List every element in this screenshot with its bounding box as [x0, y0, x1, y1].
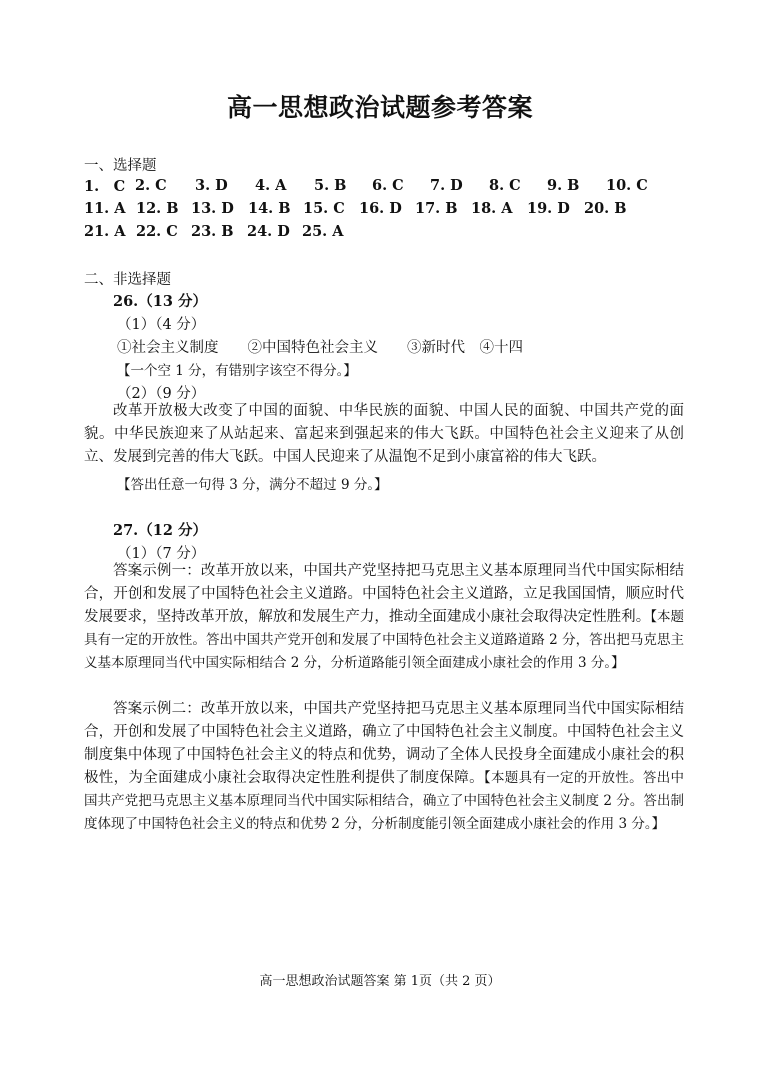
q26-part2-answer: 改革开放极大改变了中国的面貌、中华民族的面貌、中国人民的面貌、中国共产党的面貌。中华民族迎来了从站起来、富起来到强起来的伟大飞跃。中国特色社会主义迎来了从创立、发展到完善的伟大飞跃。中国人民迎来了从温饱不足到小康富裕的伟大飞跃。 [84, 403, 684, 465]
choice-answer: 2. C [135, 177, 167, 194]
choice-answer: 4. A [255, 177, 287, 194]
section-heading-choice: 一、选择题 [84, 158, 157, 174]
q26-part2-label: （2）（9 分） [117, 386, 206, 402]
choice-answer: 18. A [471, 200, 513, 217]
choice-answer: 3. D [195, 177, 228, 194]
q26-title: 26.（13 分） [113, 293, 207, 310]
choice-answer: 15. C [303, 200, 345, 217]
q27-part1-label: （1）（7 分） [117, 546, 206, 562]
q27-example2-text: 答案示例二：改革开放以来，中国共产党坚持把马克思主义基本原理同当代中国实际相结合，开创和发展了中国特色社会主义道路，确立了中国特色社会主义制度。中国特色社会主义制度集中体现了中国特色社会主义的特点和优势，调动了全体人民投身全面建成小康社会的积极性，为全面建成小康社会取得决定性胜利提供了制度保障。 [84, 701, 684, 786]
choice-answers [84, 174, 684, 243]
q27-example2-note: 【本题具有一定的开放性。答出中国共产党把马克思主义基本原理同当代中国实际相结合，确立了中国特色社会主义制度 2 分。答出制度体现了中国特色社会主义的特点和优势 2 分，分析制度能引领全面建成小康社会的作用 3 分。】 [84, 770, 685, 832]
choice-answer: 16. D [359, 200, 402, 217]
q27-example2 [84, 698, 684, 836]
choice-row-3 [84, 220, 684, 243]
q27-title: 27.（12 分） [113, 522, 207, 539]
choice-answer: 9. B [547, 177, 580, 194]
q27-example1-note: 【本题具有一定的开放性。答出中国共产党开创和发展了中国特色社会主义道路道路 2 分，答出把马克思主义基本原理同当代中国实际相结合 2 分，分析道路能引领全面建成小康社会的作用 3 分。】 [84, 609, 685, 671]
choice-answer: 6. C [372, 177, 404, 194]
choice-answer: 20. B [584, 200, 627, 217]
q26-part1-label: （1）（4 分） [117, 317, 206, 333]
choice-answer: 19. D [527, 200, 570, 217]
section-heading-nonchoice: 二、非选择题 [84, 272, 171, 288]
choice-answer: 5. B [314, 177, 347, 194]
choice-answer: 13. D [191, 200, 234, 217]
choice-answer: 8. C [489, 177, 521, 194]
q26-part1-note: 【一个空 1 分，有错别字该空不得分。】 [117, 363, 357, 379]
q27-example1 [84, 560, 684, 675]
choice-answer: 21. A [84, 223, 126, 240]
page-footer: 高一思想政治试题答案 第 1页（共 2 页） [259, 974, 501, 989]
choice-answer: 25. A [302, 223, 344, 240]
choice-answer: 12. B [136, 200, 179, 217]
choice-answer: 1. C [84, 178, 126, 195]
choice-answer: 10. C [606, 177, 648, 194]
choice-answer: 22. C [136, 223, 178, 240]
choice-answer: 7. D [430, 177, 463, 194]
choice-answer: 24. D [247, 223, 290, 240]
choice-answer: 14. B [248, 200, 291, 217]
q26-part2-note: 【答出任意一句得 3 分，满分不超过 9 分。】 [117, 477, 388, 493]
q26-part1-answers: ①社会主义制度 ②中国特色社会主义 ③新时代 ④十四 [117, 340, 523, 356]
choice-answer: 17. B [415, 200, 458, 217]
choice-row-1 [84, 174, 684, 197]
choice-answer: 23. B [191, 223, 234, 240]
q27-example1-text: 答案示例一：改革开放以来，中国共产党坚持把马克思主义基本原理同当代中国实际相结合，开创和发展了中国特色社会主义道路。中国特色社会主义道路，立足我国国情，顺应时代发展要求，坚持改革开放，解放和发展生产力，推动全面建成小康社会取得决定性胜利。 [84, 563, 684, 625]
page-title: 高一思想政治试题参考答案 [226, 93, 533, 122]
choice-answer: 11. A [84, 200, 126, 217]
choice-row-2 [84, 197, 684, 220]
